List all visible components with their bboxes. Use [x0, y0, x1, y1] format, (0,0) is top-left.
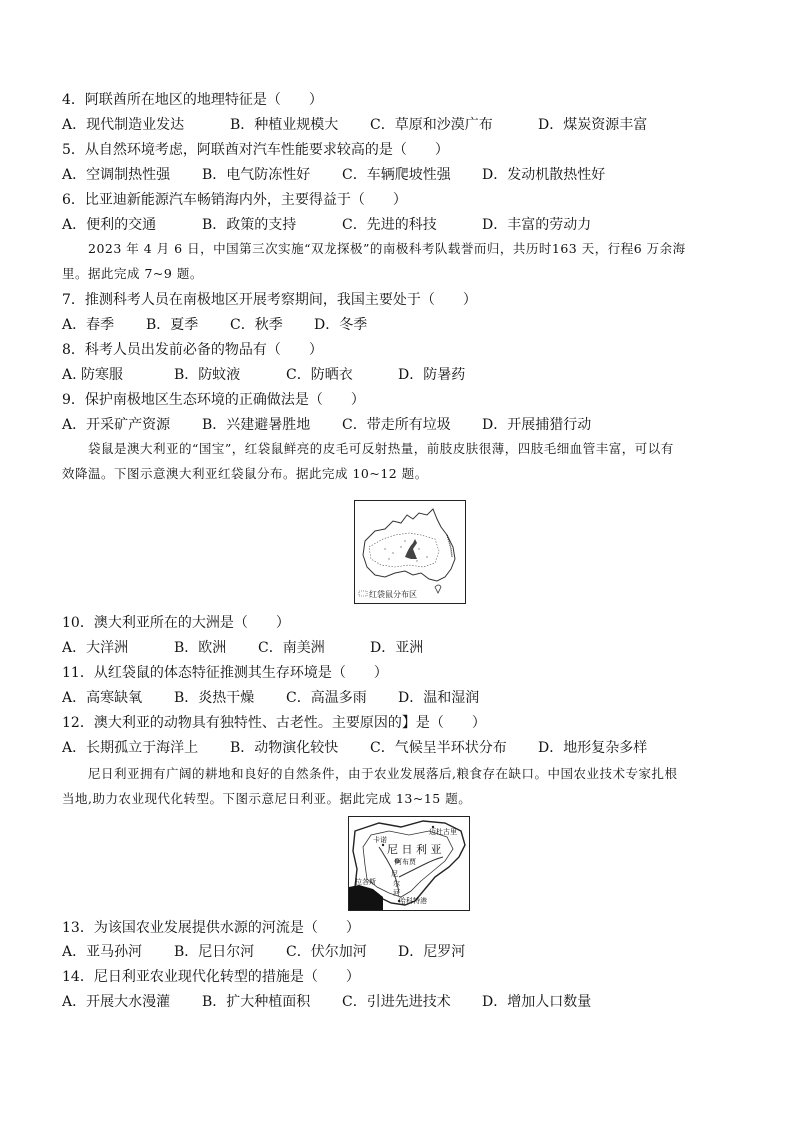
option-c: C．高温多雨 — [286, 690, 367, 706]
option-d: D．防暑药 — [398, 367, 466, 383]
option-b: B．防蚊液 — [174, 367, 241, 383]
australia-outline — [355, 501, 465, 603]
australia-map — [354, 500, 466, 604]
option-a: A．春季 — [62, 317, 115, 333]
option-a: A．亚马孙河 — [62, 944, 143, 960]
nigeria-map-kano: 卡诺 — [373, 836, 387, 844]
option-c: C．秋季 — [230, 317, 283, 333]
option-a: A. 防寒服 — [62, 367, 124, 383]
option-d: D．煤炭资源丰富 — [538, 117, 648, 133]
option-d: D．尼罗河 — [398, 944, 466, 960]
option-d: D．地形复杂多样 — [538, 740, 648, 756]
question-11-stem: 11．从红袋鼠的体态特征推测其生存环境是（ ） — [62, 665, 388, 681]
option-c: C．带走所有垃圾 — [342, 417, 451, 433]
option-a: A．高寒缺氧 — [62, 690, 143, 706]
option-b: B．欧洲 — [174, 640, 227, 656]
question-4-stem: 4．阿联酋所在地区的地理特征是（ ） — [62, 92, 323, 108]
option-b: B．兴建避暑胜地 — [202, 417, 311, 433]
passage-nigeria-line2: 当地,助力农业现代化转型。下图示意尼日利亚。据此完成 13~15 题。 — [62, 791, 472, 806]
option-b: B．炎热干燥 — [174, 690, 255, 706]
nigeria-map-country-label: 尼 日 利 亚 — [387, 843, 442, 856]
nigeria-map — [348, 816, 470, 911]
option-c: C．车辆爬坡性强 — [342, 167, 451, 183]
option-a: A．开展大水漫灌 — [62, 994, 171, 1010]
passage-nigeria — [62, 761, 742, 811]
question-9-stem: 9．保护南极地区生态环境的正确做法是（ ） — [62, 392, 365, 408]
option-c: C．伏尔加河 — [286, 944, 367, 960]
australia-map-legend: 红袋鼠分布区 — [369, 590, 417, 599]
option-b: B．动物演化较快 — [230, 740, 339, 756]
question-7-stem: 7．推测科考人员在南极地区开展考察期间，我国主要处于（ ） — [62, 292, 477, 308]
passage-kangaroo-line1: 袋鼠是澳大利亚的“国宝”，红袋鼠鲜亮的皮毛可反射热量，前肢皮肤很薄，四肢毛细血管丰富，可以有 — [88, 441, 674, 456]
nigeria-map-river-label-1: 尼 — [391, 870, 398, 878]
option-b: B．种植业规模大 — [230, 117, 339, 133]
option-d: D．亚洲 — [370, 640, 424, 656]
option-b: B．电气防冻性好 — [202, 167, 311, 183]
passage-kangaroo — [62, 436, 742, 486]
option-c: C．草原和沙漠广布 — [370, 117, 493, 133]
option-b: B．夏季 — [146, 317, 199, 333]
passage-nigeria-line1: 尼日利亚拥有广阔的耕地和良好的自然条件，由于农业发展落后,粮食存在缺口。中国农业技术专家扎根 — [88, 766, 678, 781]
option-d: D．开展捕猎行动 — [482, 417, 592, 433]
option-b: B．政策的支持 — [202, 217, 297, 233]
question-13-stem: 13．为该国农业发展提供水源的河流是（ ） — [62, 920, 360, 936]
option-a: A．空调制热性强 — [62, 167, 171, 183]
option-a: A．便利的交通 — [62, 217, 157, 233]
option-a: A．长期孤立于海洋上 — [62, 740, 199, 756]
option-c: C．先进的科技 — [342, 217, 437, 233]
nigeria-map-lagos: 拉各斯 — [355, 878, 376, 886]
nigeria-map-harcourt: 哈科特港 — [399, 897, 427, 905]
option-a: A．大洋洲 — [62, 640, 129, 656]
nigeria-map-river-label-3: 河 — [393, 889, 400, 897]
option-d: D．丰富的劳动力 — [482, 217, 592, 233]
option-c: C．防晒衣 — [286, 367, 353, 383]
option-d: D．温和湿润 — [398, 690, 480, 706]
nigeria-map-river-label-2: 尔 — [393, 880, 400, 888]
option-a: A．现代制造业发达 — [62, 117, 185, 133]
passage-antarctic-line1: 2023 年 4 月 6 日，中国第三次实施“双龙探极”的南极科考队载誉而归，共历时163 天，行程6 万余海 — [88, 241, 686, 256]
passage-antarctic — [62, 236, 742, 286]
option-b: B．扩大种植面积 — [202, 994, 311, 1010]
question-5-stem: 5．从自然环境考虑，阿联酋对汽车性能要求较高的是（ ） — [62, 142, 449, 158]
option-c: C．引进先进技术 — [342, 994, 451, 1010]
option-d: D．增加人口数量 — [482, 994, 592, 1010]
passage-antarctic-line2: 里。据此完成 7~9 题。 — [62, 266, 203, 281]
question-6-stem: 6．比亚迪新能源汽车畅销海内外，主要得益于（ ） — [62, 192, 407, 208]
option-d: D．冬季 — [314, 317, 368, 333]
option-c: C．气候呈半环状分布 — [370, 740, 507, 756]
question-8-stem: 8．科考人员出发前必备的物品有（ ） — [62, 342, 323, 358]
option-b: B．尼日尔河 — [174, 944, 255, 960]
option-c: C．南美洲 — [258, 640, 325, 656]
option-d: D．发动机散热性好 — [482, 167, 606, 183]
question-10-stem: 10．澳大利亚所在的大洲是（ ） — [62, 615, 290, 631]
question-14-stem: 14．尼日利亚农业现代化转型的措施是（ ） — [62, 969, 360, 985]
question-12-stem: 12．澳大利亚的动物具有独特性、古老性。主要原因的】是（ ） — [62, 715, 486, 731]
nigeria-map-maiduguri: 迈杜古里 — [429, 828, 457, 836]
option-a: A．开采矿产资源 — [62, 417, 171, 433]
passage-kangaroo-line2: 效降温。下图示意澳大利亚红袋鼠分布。据此完成 10~12 题。 — [62, 466, 428, 481]
nigeria-map-abuja: 阿布贾 — [395, 858, 416, 866]
